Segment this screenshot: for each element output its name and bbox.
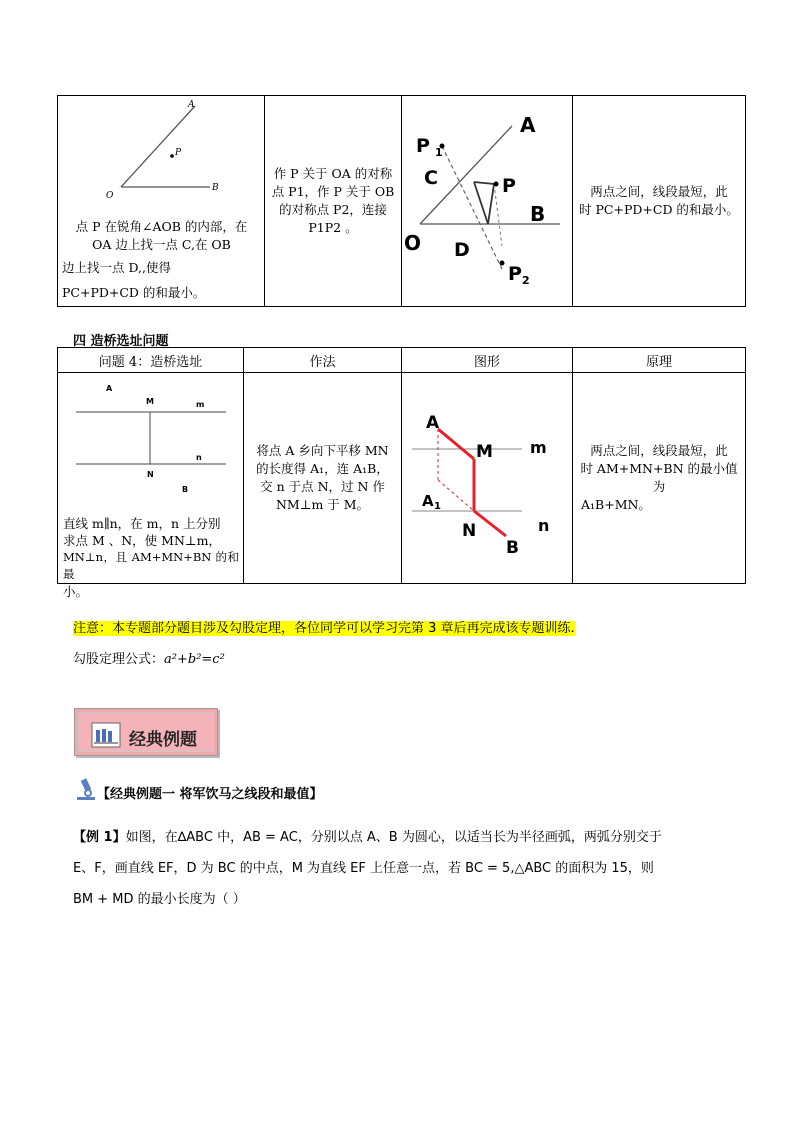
table-bridge-site <box>57 347 746 599</box>
header-principle: 原理 <box>573 348 746 373</box>
example1-body <box>73 822 753 915</box>
figure-bridge-solution <box>402 373 573 582</box>
pythagoras-label: 勾股定理公式： <box>73 652 165 667</box>
header-method: 作法 <box>244 348 402 373</box>
example1-text: 如图，在∆ABC 中，AB = AC，分别以点 A、B 为圆心，以适当长为半径画弧，两弧分别交于 <box>125 830 662 845</box>
svg-text:P: P <box>508 263 522 285</box>
cell-text-line: 的对称点 P2，连接 <box>279 202 387 217</box>
table1-cell-figure <box>402 96 573 307</box>
cell-text-line: 点 P1，作 P 关于 OB <box>271 184 395 199</box>
svg-text:B: B <box>506 538 519 558</box>
svg-text:M: M <box>146 397 154 406</box>
svg-text:P: P <box>502 175 516 197</box>
cell-text-line: PC+PD+CD 的和最小。 <box>62 285 206 300</box>
svg-text:O: O <box>404 231 422 255</box>
cell-text-line: 直线 m∥n，在 m，n 上分别 <box>63 516 221 531</box>
cell-text-line: 交 n 于点 N，过 N 作 <box>260 479 385 494</box>
svg-text:n: n <box>538 516 550 535</box>
example1-tag: 【例 1】 <box>73 830 126 845</box>
header-problem: 问题 4：造桥选址 <box>58 348 244 373</box>
pythagoras-formula: a²+b²=c² <box>164 652 225 667</box>
svg-text:B: B <box>212 183 219 193</box>
svg-text:B: B <box>182 485 189 494</box>
example1-line3: BM + MD 的最小长度为（ ） <box>73 892 246 907</box>
svg-text:N: N <box>147 470 154 479</box>
table2-cell-problem <box>58 373 244 599</box>
cell-text-line: 两点之间，线段最短，此 <box>590 443 728 458</box>
cell-text-line: 小。 <box>63 584 89 599</box>
cell-text-line: 两点之间，线段最短，此 <box>590 184 728 199</box>
table2-cell-principle <box>573 373 746 584</box>
cell-text-line: 的长度得 A₁，连 A₁B， <box>256 461 389 476</box>
example-heading: 【经典例题一 将军饮马之线段和最值】 <box>97 787 323 802</box>
example1-line1 <box>73 822 753 853</box>
table-shortest-path <box>57 95 746 307</box>
table1-cell-problem <box>58 96 265 307</box>
cell-text-line: 时 PC+PD+CD 的和最小。 <box>579 202 739 217</box>
cell-text-line: 将点 A 乡向下平移 MN <box>256 443 389 458</box>
table2-cell-figure <box>402 373 573 584</box>
svg-text:A: A <box>188 100 195 110</box>
svg-text:O: O <box>106 191 114 201</box>
table1-cell-principle <box>573 96 746 307</box>
svg-text:M: M <box>476 442 493 462</box>
svg-text:P: P <box>416 135 430 157</box>
pythagoras-line <box>73 648 225 667</box>
svg-text:A: A <box>520 113 536 137</box>
figure-reflection <box>402 96 573 305</box>
svg-text:P: P <box>175 148 182 158</box>
svg-text:C: C <box>424 167 438 189</box>
example1-line2: E、F，画直线 EF，D 为 BC 的中点，M 为直线 EF 上任意一点，若 BC = 5,△ABC 的面积为 15，则 <box>73 861 654 876</box>
svg-text:n: n <box>196 453 202 462</box>
svg-text:1: 1 <box>435 146 443 159</box>
books-icon <box>91 722 121 748</box>
svg-text:A: A <box>422 492 434 510</box>
cell-text-line: MN⊥n，且 AM+MN+BN 的和最 <box>63 550 239 581</box>
cell-text-line: 边上找一点 D,,使得 <box>62 260 171 275</box>
svg-text:1: 1 <box>434 501 441 512</box>
table1-cell-method <box>265 96 402 307</box>
cell-text-line: 点 P 在锐角∠AOB 的内部，在 <box>75 219 248 234</box>
cell-text-line: 作 P 关于 OA 的对称 <box>273 166 393 181</box>
svg-text:D: D <box>454 239 470 261</box>
header-figure: 图形 <box>402 348 573 373</box>
note-highlight: 注意：本专题部分题目涉及勾股定理，各位同学可以学习完第 3 章后再完成该专题训练. <box>73 621 575 636</box>
classic-examples-banner <box>74 708 218 756</box>
figure-bridge-problem <box>58 373 242 513</box>
figure-angle-aob <box>58 96 263 216</box>
svg-text:N: N <box>462 521 477 541</box>
svg-text:m: m <box>530 438 547 457</box>
microscope-icon <box>75 777 97 801</box>
cell-text-line: OA 边上找一点 C,在 OB <box>92 237 231 252</box>
banner-title: 经典例题 <box>129 730 197 750</box>
svg-text:2: 2 <box>522 274 530 287</box>
table2-cell-method <box>244 373 402 584</box>
cell-text-line: P1P2 。 <box>308 220 358 235</box>
cell-text-line: NM⊥m 于 M。 <box>275 497 370 512</box>
cell-text-line: 时 AM+MN+BN 的最小值为 <box>580 461 738 494</box>
svg-text:A: A <box>426 413 440 433</box>
svg-text:B: B <box>530 202 546 226</box>
svg-text:A: A <box>106 384 113 393</box>
svg-text:m: m <box>196 400 205 409</box>
cell-text-line: 求点 M 、N，使 MN⊥m， <box>63 533 222 548</box>
section-title: 四 造桥选址问题 <box>73 334 169 349</box>
cell-text-line: A₁B+MN。 <box>581 497 651 512</box>
